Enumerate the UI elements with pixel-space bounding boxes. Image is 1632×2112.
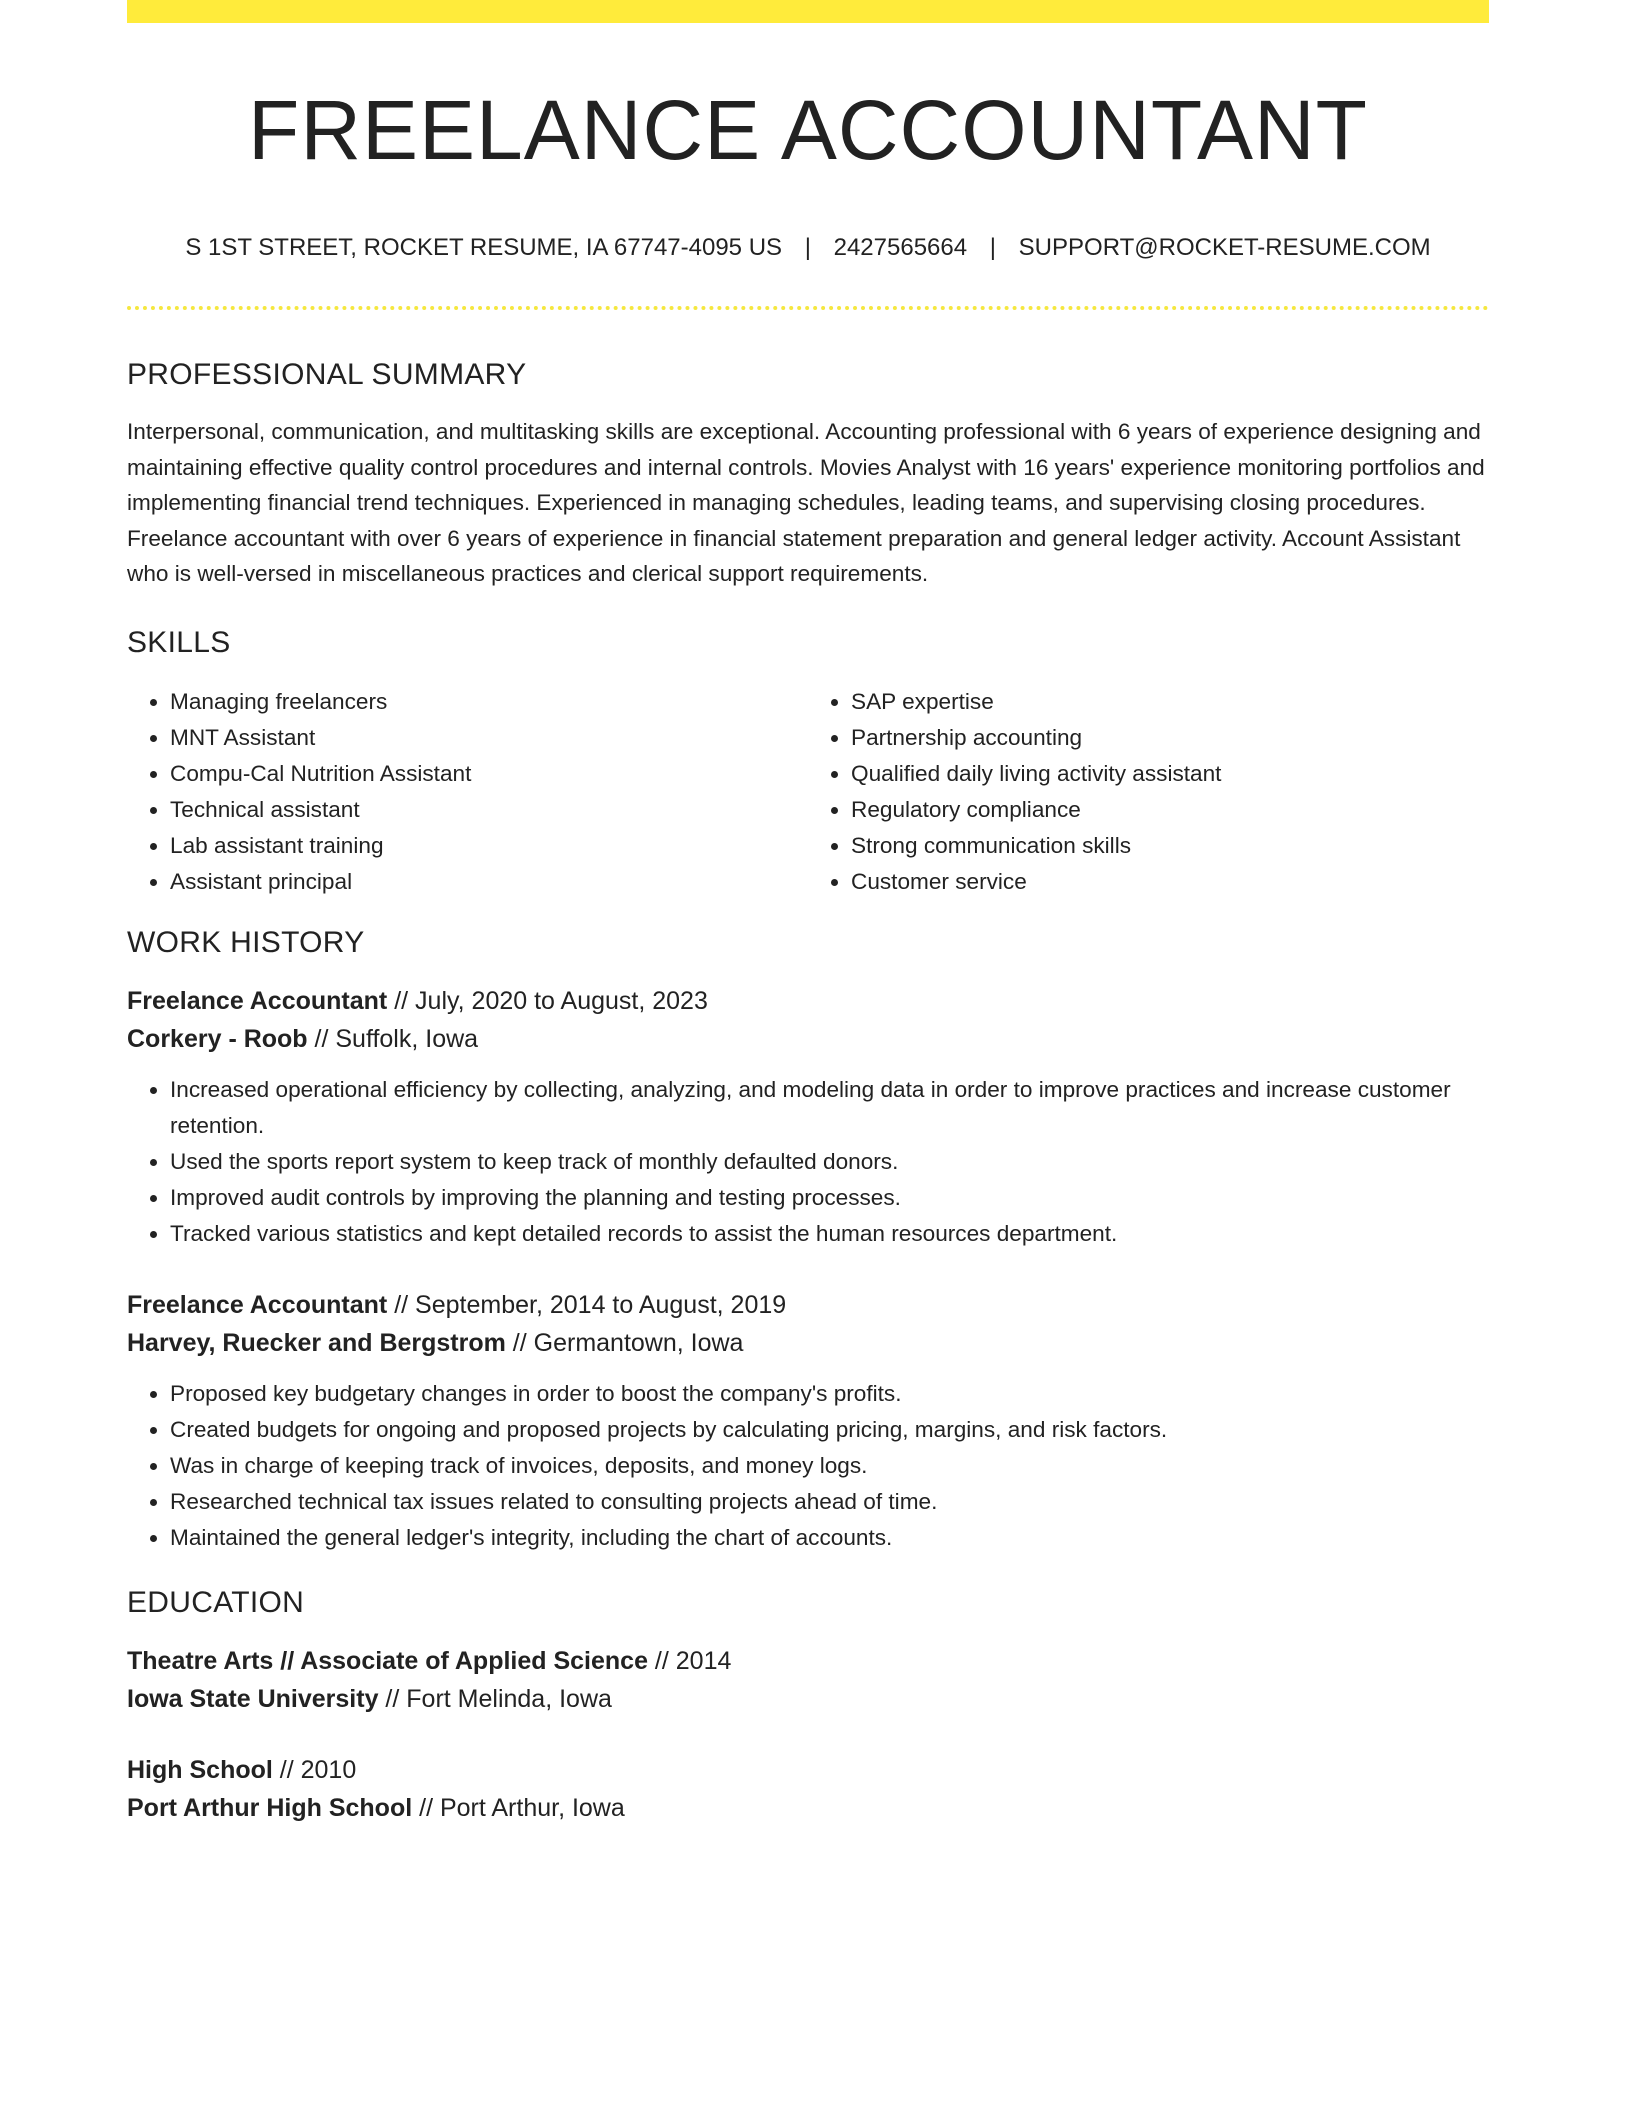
skill-item: • Technical assistant <box>170 792 808 828</box>
job-bullet: • Tracked various statistics and kept detailed records to assist the human resources department. <box>170 1216 1489 1252</box>
resume-content <box>127 0 1489 1827</box>
education-school-line <box>127 1680 1489 1718</box>
skills-column-right <box>808 684 1489 900</box>
job-bullet: • Created budgets for ongoing and proposed projects by calculating pricing, margins, and risk factors. <box>170 1412 1489 1448</box>
skill-item: • Assistant principal <box>170 864 808 900</box>
education-entry <box>127 1642 1489 1718</box>
job-company: Corkery - Roob <box>127 1024 308 1053</box>
job-bullet: • Researched technical tax issues related to consulting projects ahead of time. <box>170 1484 1489 1520</box>
job-entry <box>127 982 1489 1252</box>
skill-item: • MNT Assistant <box>170 720 808 756</box>
job-company: Harvey, Ruecker and Bergstrom <box>127 1328 506 1357</box>
section-title-work-history: WORK HISTORY <box>127 925 365 959</box>
job-bullet: • Improved audit controls by improving the planning and testing processes. <box>170 1180 1489 1216</box>
section-title-education: EDUCATION <box>127 1585 305 1619</box>
education-degree-line <box>127 1642 1489 1680</box>
education-year: // 2014 <box>647 1646 732 1675</box>
education-degree: Theatre Arts // Associate of Applied Science <box>127 1646 648 1675</box>
job-location: // Suffolk, Iowa <box>307 1024 479 1053</box>
job-bullets <box>127 1376 1489 1556</box>
education-location: // Fort Melinda, Iowa <box>378 1684 612 1713</box>
education-degree: High School <box>127 1755 273 1784</box>
job-title-line <box>127 982 1489 1020</box>
skill-item: • Partnership accounting <box>851 720 1489 756</box>
section-title-summary: PROFESSIONAL SUMMARY <box>127 358 527 391</box>
job-location: // Germantown, Iowa <box>505 1328 744 1357</box>
skill-item: • Strong communication skills <box>851 828 1489 864</box>
job-title-line <box>127 1286 1489 1324</box>
candidate-name: FREELANCE ACCOUNTANT <box>248 83 1368 177</box>
contact-separator: | <box>804 234 811 261</box>
education-degree-line <box>127 1751 1489 1789</box>
skill-item: • Customer service <box>851 864 1489 900</box>
skill-item: • Lab assistant training <box>170 828 808 864</box>
job-role: Freelance Accountant <box>127 1290 388 1319</box>
job-company-line <box>127 1020 1489 1058</box>
contact-phone: 2427565664 <box>833 234 968 261</box>
skill-item: • Compu-Cal Nutrition Assistant <box>170 756 808 792</box>
education-location: // Port Arthur, Iowa <box>412 1793 625 1822</box>
job-bullet: • Used the sports report system to keep track of monthly defaulted donors. <box>170 1144 1489 1180</box>
contact-line <box>127 232 1489 264</box>
job-bullet: • Maintained the general ledger's integrity, including the chart of accounts. <box>170 1520 1489 1556</box>
skill-item: • Managing freelancers <box>170 684 808 720</box>
contact-address: S 1ST STREET, ROCKET RESUME, IA 67747-4095 US <box>185 234 783 261</box>
contact-email: SUPPORT@ROCKET-RESUME.COM <box>1018 234 1431 261</box>
summary-text: Interpersonal, communication, and multitasking skills are exceptional. Accounting professional with 6 years of experience designing and maintaining effective quality control procedures and internal controls. Movies Analyst with 16 years' experience monitoring portfolios and implementing financial trend techniques. Experienced in managing schedules, leading teams, and supervising closing procedures. Freelance accountant with over 6 years of experience in financial statement preparation and general ledger activity. Account Assistant who is well-versed in miscellaneous practices and clerical support requirements. <box>127 419 1485 587</box>
skill-item: • SAP expertise <box>851 684 1489 720</box>
skills-list <box>127 684 1489 900</box>
skill-item: • Qualified daily living activity assistant <box>851 756 1489 792</box>
education-school: Iowa State University <box>127 1684 379 1713</box>
job-bullet: • Increased operational efficiency by collecting, analyzing, and modeling data in order to improve practices and increase customer retention. <box>170 1072 1489 1144</box>
job-bullets <box>127 1072 1489 1252</box>
skill-item: • Regulatory compliance <box>851 792 1489 828</box>
job-company-line <box>127 1324 1489 1362</box>
section-title-skills: SKILLS <box>127 625 231 659</box>
education-entry <box>127 1751 1489 1827</box>
education-year: // 2010 <box>272 1755 357 1784</box>
job-role: Freelance Accountant <box>127 986 388 1015</box>
job-dates: // September, 2014 to August, 2019 <box>387 1290 787 1319</box>
job-bullet: • Was in charge of keeping track of invoices, deposits, and money logs. <box>170 1448 1489 1484</box>
skills-column-left <box>127 684 808 900</box>
job-dates: // July, 2020 to August, 2023 <box>387 986 708 1015</box>
job-entry <box>127 1286 1489 1556</box>
education-school-line <box>127 1789 1489 1827</box>
education-school: Port Arthur High School <box>127 1793 413 1822</box>
header-divider <box>127 306 1489 310</box>
contact-separator: | <box>989 234 996 261</box>
job-bullet: • Proposed key budgetary changes in order to boost the company's profits. <box>170 1376 1489 1412</box>
